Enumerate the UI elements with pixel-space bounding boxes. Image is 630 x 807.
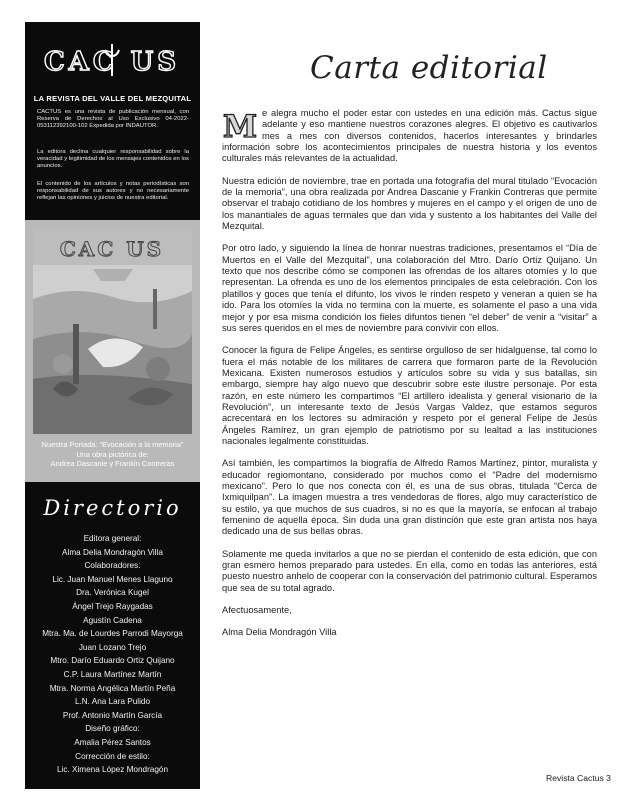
directory-entry: Lic. Ximena López Mondragón [56, 765, 169, 775]
legal-notice-registration: CACTUS es una revista de publicación mensual, con Reserva de Derechos al Uso Exclusivo 04-2022-053112392100-102 Expedida por INDAUTOR. [37, 109, 189, 130]
svg-text:CAC US: CAC US [59, 237, 165, 261]
directory-entry: Juan Lozano Trejo [78, 642, 147, 652]
directory-entry: L.N. Ana Lara Pulido [74, 697, 151, 707]
paragraph-intro [222, 108, 597, 165]
directory-list [25, 532, 200, 777]
paragraph: Nuestra edición de noviembre, trae en portada una fotografía del mural titulado “Evocación de la memoria”, una obra realizada por Andrea Dascanie y Frankin Contreras que permite observar el trabajo cotidiano de los hombres y mujeres en el campo y el origen de uno de los manantiales de aguas termales que dan vida y sustento a los habitantes del Valle del Mezquital. [222, 175, 597, 232]
paragraph: Así también, les compartimos la biografía de Alfredo Ramos Martínez, pintor, muralista y educador regiomontano, considerado por muchos como el “Padre del modernismo mexicano”. Pero lo que nos conecta con él, es una de sus obras, titulada “Cerca de Ixmiquilpan”. La imagen muestra a tres vendedoras de flores, algo muy característico de su estilo, ya que muchos de sus cuadros, si no es que la mayoría, se enfocan al trabajo femenino de aquella época. Sin duda una gran distinción que este gran artista nos haya dedicado una de sus bellas obras. [222, 458, 597, 537]
directory-entry: Mtra. Ma. de Lourdes Parrodi Mayorga [42, 629, 183, 639]
legal-notice-ads: La editora declina cualquier responsabilidad sobre la veracidad y legitimidad de los mensajes contenidos en los anuncios. [37, 149, 189, 170]
directory-entry: Mtro. Darío Eduardo Ortiz Quijano [50, 656, 175, 666]
cover-image [33, 229, 192, 434]
cactus-logo [25, 40, 200, 80]
paragraph: Afectuosamente, [222, 605, 292, 616]
directory-entry: Ángel Trejo Raygadas [72, 601, 153, 611]
directory-entry: Colaboradores: [84, 561, 141, 571]
directory-entry: Editora general: [83, 534, 142, 543]
cover-caption [25, 440, 200, 469]
directory-title: Directorio [43, 496, 182, 520]
paragraph: Conocer la figura de Felipe Ángeles, es sentirse orgulloso de ser hidalguense, tal como lo fuera el más notable de los militares de carrera que formaron parte de la Revolución Mexicana. Existen numerosos estudios y artículos sobre su vida y sus batallas, sin embargo, siempre hay algo nuevo que descubrir sobre este ilustre personaje. Por esta razón, en este número les compartimos “El artillero idealista y general visionario de la Revolución”, un interesante texto de Jesús Vargas Valdez, que estamos seguros acrecentará en los lectores su admiración y respeto por el general Felipe de Jesús Ángeles Ramírez, un gran ejemplo de patriotismo por su lealtad a las instituciones nacionales legalmente constituidas. [222, 345, 597, 446]
directory-entry: Diseño gráfico: [85, 724, 140, 734]
paragraph: Solamente me queda invitarlos a que no se pierdan el contenido de esta edición, que con gran esmero hemos preparado para ustedes. En ella, como en todas las anteriores, está puesto nuestro anhelo de cooperar con la conservación del patrimonio cultural. Esperamos que sea de su total agrado. [222, 548, 597, 593]
page-footer: Revista Cactus 3 [546, 773, 611, 783]
magazine-tagline: LA REVISTA DEL VALLE DEL MEZQUITAL [33, 94, 192, 103]
paragraph: Alma Delia Mondragón Villa [222, 627, 337, 638]
directory-entry: Mtra. Norma Angélica Martín Peña [49, 683, 176, 693]
directory-entry: Lic. Juan Manuel Menes Llaguno [52, 574, 173, 584]
page-title: Carta editorial [310, 50, 548, 86]
directory-entry: Corrección de estilo: [75, 751, 150, 761]
cover-panel [25, 220, 200, 482]
dropcap-letter [222, 111, 258, 141]
directory-entry: Amalia Pérez Santos [74, 737, 151, 747]
paragraph: Por otro lado, y siguiendo la línea de honrar nuestras tradiciones, presentamos el “Día de Muertos en el Valle del Mezquital”, una colaboración del Mtro. Darío Ortiz Quijano. Un texto que nos describe cómo se componen las ofrendas de los altares otomíes y lo que representan. La ofrenda es uno de los elementos principales de esta celebración. Con los platillos y goces que tenía el difunto, los vivos le rinden respeto y veneran a quien se ha ido. Para los otomíes la vida no termina con la muerte, es solamente el paso a una vida mejor y por esa misma condición los fieles difuntos tienen “el deber” de venir a “visitar” a sus seres queridos en el mes de noviembre para convivir con ellos. [222, 243, 597, 333]
legal-notice-content: El contenido de los artículos y notas periodísticas son responsabilidad de sus autores y no necesariamente reflejan las opiniones y juicios de nuestra editorial. [37, 181, 189, 202]
sidebar [25, 22, 200, 789]
directory-entry: Prof. Antonio Martín García [62, 710, 163, 720]
paragraph-intro-text: e alegra mucho el poder estar con ustedes en una edición más. Cactus sigue adelante y eso mantiene nuestros corazones alegres. El objetivo es cautivarlos mes a mes con diversos contenidos, hacerlos interesantes y brindarles información sobre los acontecimientos principales de nuestra historia y los eventos culturales más relevantes de la actualidad. [222, 108, 597, 164]
svg-text:CAC US: CAC US [43, 47, 181, 77]
cover-caption-subtitle: Una obra pictórica de: [76, 449, 149, 459]
paragraph-list [222, 176, 597, 639]
editorial-body [222, 108, 597, 650]
cover-caption-title: Nuestra Portada: “Evocación a la memoria” [41, 440, 184, 449]
directory-entry: Alma Delia Mondragón Villa [62, 547, 163, 557]
svg-text:M: M [222, 111, 258, 141]
cover-caption-authors: Andrea Dascanie y Frankin Contreras [50, 459, 175, 469]
directory-entry: C.P. Laura Martínez Martín [63, 669, 162, 679]
directory-entry: Agustín Cadena [83, 615, 142, 625]
directory-entry: Dra. Verónica Kugel [76, 588, 149, 598]
